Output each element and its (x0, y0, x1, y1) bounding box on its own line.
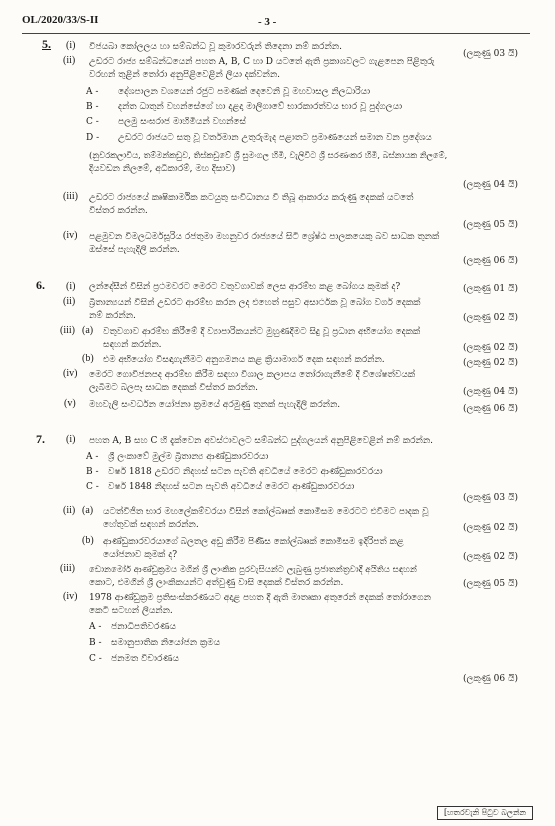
q7-option-a-text: ශ්‍රී ලංකාවේ මුල්ම බ්‍රිතාන්‍ය ආණ්ඩුකාරවරයා (108, 452, 269, 462)
q5-choices-line2: දියවඩන නිලමේ, අධිකාරම්, මහ දිසාව) (89, 164, 236, 174)
q7-iv-line1: 1978 ආණ්ඩුක්‍රම ප්‍රතිසංස්කරණයට අදාළ පහත දී ඇති මාතෘකා අතුරෙන් දෙකක් තෝරාගෙන (89, 593, 431, 603)
q5-i-label: (i) (66, 40, 76, 51)
q6-iii-label: (iii) (60, 325, 75, 336)
q6-i-marks: (ලකුණු 01 යි) (463, 284, 518, 294)
q5-iii-marks: (ලකුණු 05 යි) (463, 220, 518, 230)
q7-i-label: (i) (66, 434, 76, 445)
q7-option-b-text: වර්ෂ 1818 උඩරට නිදහස් සටන පැවති අවධියේ මෙරට ආණ්ඩුකාරවරයා (108, 467, 383, 477)
q5-ii-line2: වරහන් තුළින් තෝරා අනුපිළිවෙළින් ලියා දක්වන්න. (89, 70, 281, 80)
q7-iv-line2: කෙටි සටහන් ලියන්න. (89, 606, 173, 616)
q5-iv-marks: (ලකුණු 06 යි) (463, 256, 518, 266)
q7-ii-a-line2: හේතුවක් සඳහන් කරන්න. (103, 520, 199, 530)
q5-iii-line2: විස්තර කරන්න. (89, 206, 148, 216)
q7-ii-a-marks: (ලකුණු 02 යි) (463, 523, 518, 533)
q7-iv-option-b-key: B - (89, 638, 102, 648)
q7-iv-option-c-key: C - (89, 654, 102, 664)
q5-option-c-key: C - (86, 117, 99, 127)
q7-option-c-key: C - (86, 482, 99, 492)
q7-ii-a-line1: යටත්විජිත භාර මහලේකම්වරයා විසින් කෝල්බෲක් කොමිසම මෙරටට එවීමට පාදක වූ (103, 507, 429, 517)
header-rule (22, 33, 530, 34)
q7-iv-option-c-text: ජනමත විචාරණය (111, 654, 179, 664)
q7-option-a-key: A - (86, 452, 99, 462)
q6-ii-marks: (ලකුණු 02 යි) (463, 313, 518, 323)
q6-i-label: (i) (66, 281, 76, 292)
q6-i-text: ලන්දේසීන් විසින් ප්‍රථමවරට මෙරට වතුවගාවක් ලෙස ආරම්භ කළ බෝගය කුමක් ද? (89, 282, 401, 292)
q6-ii-line2: නම් කරන්න. (89, 311, 136, 321)
q7-iv-option-a-text: ජනාධිපතිවරණය (111, 622, 176, 632)
next-page-note: [හතරවැනි පිටුව බලන්න (437, 806, 533, 820)
q7-ii-b-line2: යෝජනාව කුමක් ද? (103, 550, 178, 560)
q6-iv-marks: (ලකුණු 04 යි) (463, 387, 518, 397)
q5-option-d-text: උඩරට රාජයට සතු වූ වර්තමාන උතුරුමැද පළාතට ප්‍රමාණයෙන් සමාන වන ප්‍රදේශය (118, 133, 432, 143)
q6-ii-label: (ii) (63, 296, 76, 307)
q7-iv-option-a-key: A - (89, 622, 102, 632)
q5-iv-line1: පළමුවන විමලධර්මසූරිය රජතුමා මහනුවර රාජ්‍යයේ සිටි ශ්‍රේෂ්ඨ පාලකයෙකු බව සාධක තුනක් (89, 232, 440, 242)
q5-choices-line1: (නුවරකලාවිය, තම්මන්කඩුව, තිස්කඩුවේ ශ්‍රී සුමංගල හිමි, වැලිවිට ශ්‍රී සරණංකර හිමි, බස්නායක නිලමේ, (89, 150, 448, 160)
q7-i-text: පහත A, B සහ C හි දැක්වෙන අවස්ථාවලට සම්බන්ධ පුද්ගලයන් අනුපිළිවෙළින් නම් කරන්න. (89, 436, 433, 446)
q7-ii-b-label: (b) (82, 535, 94, 546)
q5-iv-label: (iv) (63, 230, 78, 241)
q5-option-b-text: දන්ත ධාතුන් වහන්සේගේ හා දළදා මාලිගාවේ භාරකාරත්වය භාර වූ පුද්ගලයා (118, 102, 403, 112)
page-number: - 3 - (258, 16, 277, 28)
q6-iii-b-text: එම අභියෝග විසඳාගැනීමට අනුගමනය කළ ක්‍රියාමාර්ග දෙක සඳහන් කරන්න. (103, 355, 385, 365)
q5-i-marks: (ලකුණු 03 යි) (463, 49, 518, 59)
q6-iii-a-label: (a) (82, 325, 94, 336)
q5-iv-line2: ඔස්සේ පැහැදිලි කරන්න. (89, 245, 180, 255)
q5-ii-line1: උඩරට රාජ්‍ය සම්බන්ධයෙන් පහත A, B, C හා D යටතේ ඇති ප්‍රකාශවලට ගැළපෙන පිළිතුරු (89, 57, 435, 67)
q6-iii-b-label: (b) (82, 353, 94, 364)
q6-iv-label: (iv) (63, 368, 78, 379)
q6-iii-b-marks: (ලකුණු 02 යි) (463, 358, 518, 368)
q7-ii-a-label: (a) (82, 505, 94, 516)
q7-iv-label: (iv) (63, 591, 78, 602)
q7-option-c-text: වර්ෂ 1848 නිදහස් සටන පැවති අවධියේ මෙරට ආණ්ඩුකාරවරයා (108, 482, 355, 492)
q6-iv-line1: මෙරට ගොවිජනපද ආරම්භ කිරීම සඳහා විශාල කලාපය තෝරාගැනීමේ දී විශේෂත්වයක් (89, 370, 416, 380)
paper-code: OL/2020/33/S-II (22, 14, 99, 26)
q7-iii-marks: (ලකුණු 05 යි) (463, 579, 518, 589)
q7-iii-line2: කොට, එමගින් ශ්‍රී ලාංකිකයන්ට අත්වුණු වාසි දෙකක් විස්තර කරන්න. (89, 578, 344, 588)
q6-ii-line1: බ්‍රිතාන්‍යයන් විසින් උඩරට ආරම්භ කරන ලද එහෙත් පසුව අසාර්ථක වූ බෝග වර්ග දෙකක් (89, 298, 421, 308)
q5-ii-marks: (ලකුණු 04 යි) (463, 180, 518, 190)
q7-ii-label: (ii) (63, 505, 76, 516)
q7-option-b-key: B - (86, 467, 99, 477)
q7-iii-label: (iii) (60, 563, 75, 574)
q6-iii-a-line1: වතුවගාව ආරම්භ කිරීමේ දී ව්‍යාපාරිකයන්ට මුහුණදීමට සිදු වූ ප්‍රධාන අභියෝග දෙකක් (103, 327, 421, 337)
q5-option-c-text: පලමු සංඝරාජ මාහිමියන් වහන්සේ (118, 117, 246, 127)
q7-ii-b-marks: (ලකුණු 02 යි) (463, 552, 518, 562)
q7-ii-b-line1: ආණ්ඩුකාරවරයාගේ බලතල අඩු කිරීම පිණිස කෝල්බෲක් කොමිසම ඉදිරිපත් කළ (103, 537, 404, 547)
q6-iii-a-line2: සඳහන් කරන්න. (103, 340, 162, 350)
q5-option-a-text: දේශපාලන වශයෙන් රජුට පමණක් දෙවෙනි වූ මහවාසල නිලධාරියා (118, 87, 371, 97)
q6-v-label: (v) (64, 398, 76, 409)
q6-v-text: මහවැලි සංවර්ධන යෝජනා ක්‍රමයේ අරමුණු තුනක් පැහැදිලි කරන්න. (89, 400, 341, 410)
q6-v-marks: (ලකුණු 06 යි) (463, 404, 518, 414)
q6-iii-a-marks: (ලකුණු 02 යි) (463, 343, 518, 353)
q6-iv-line2: ලැබීමට බලපෑ සාධක දෙකක් විස්තර කරන්න. (89, 383, 259, 393)
q7-iii-line1: ඩොනමෝර් ආණ්ඩුක්‍රමය මගින් ශ්‍රී ලාංකික පුරවැසියන්ට ලැබුණු ප්‍රජාතන්ත්‍රවාදී අයිතිය සඳහන් (89, 565, 417, 575)
q7-i-marks: (ලකුණු 03 යි) (463, 493, 518, 503)
question-5-number: 5. (42, 37, 51, 51)
q5-ii-label: (ii) (63, 55, 76, 66)
question-7-number: 7. (36, 432, 45, 446)
q5-iii-label: (iii) (63, 191, 78, 202)
q5-option-b-key: B - (86, 102, 99, 112)
question-6-number: 6. (36, 278, 45, 292)
q5-i-text: විජයබා කෝලලය හා සම්බන්ධ වූ කුමාරවරුන් තිදෙනා නම් කරන්න. (89, 42, 342, 52)
q5-iii-line1: උඩරට රාජ්‍යයේ කෘෂිකාර්මික කටයුතු සංවිධානය වී තිබූ ආකාරය කරුණු දෙකක් යටතේ (89, 193, 414, 203)
q7-iv-option-b-text: සමානුපාතික නියෝජන ක්‍රමය (111, 638, 221, 648)
q5-option-a-key: A - (86, 87, 99, 97)
q7-iv-marks: (ලකුණු 06 යි) (463, 674, 518, 684)
q5-option-d-key: D - (86, 133, 100, 143)
